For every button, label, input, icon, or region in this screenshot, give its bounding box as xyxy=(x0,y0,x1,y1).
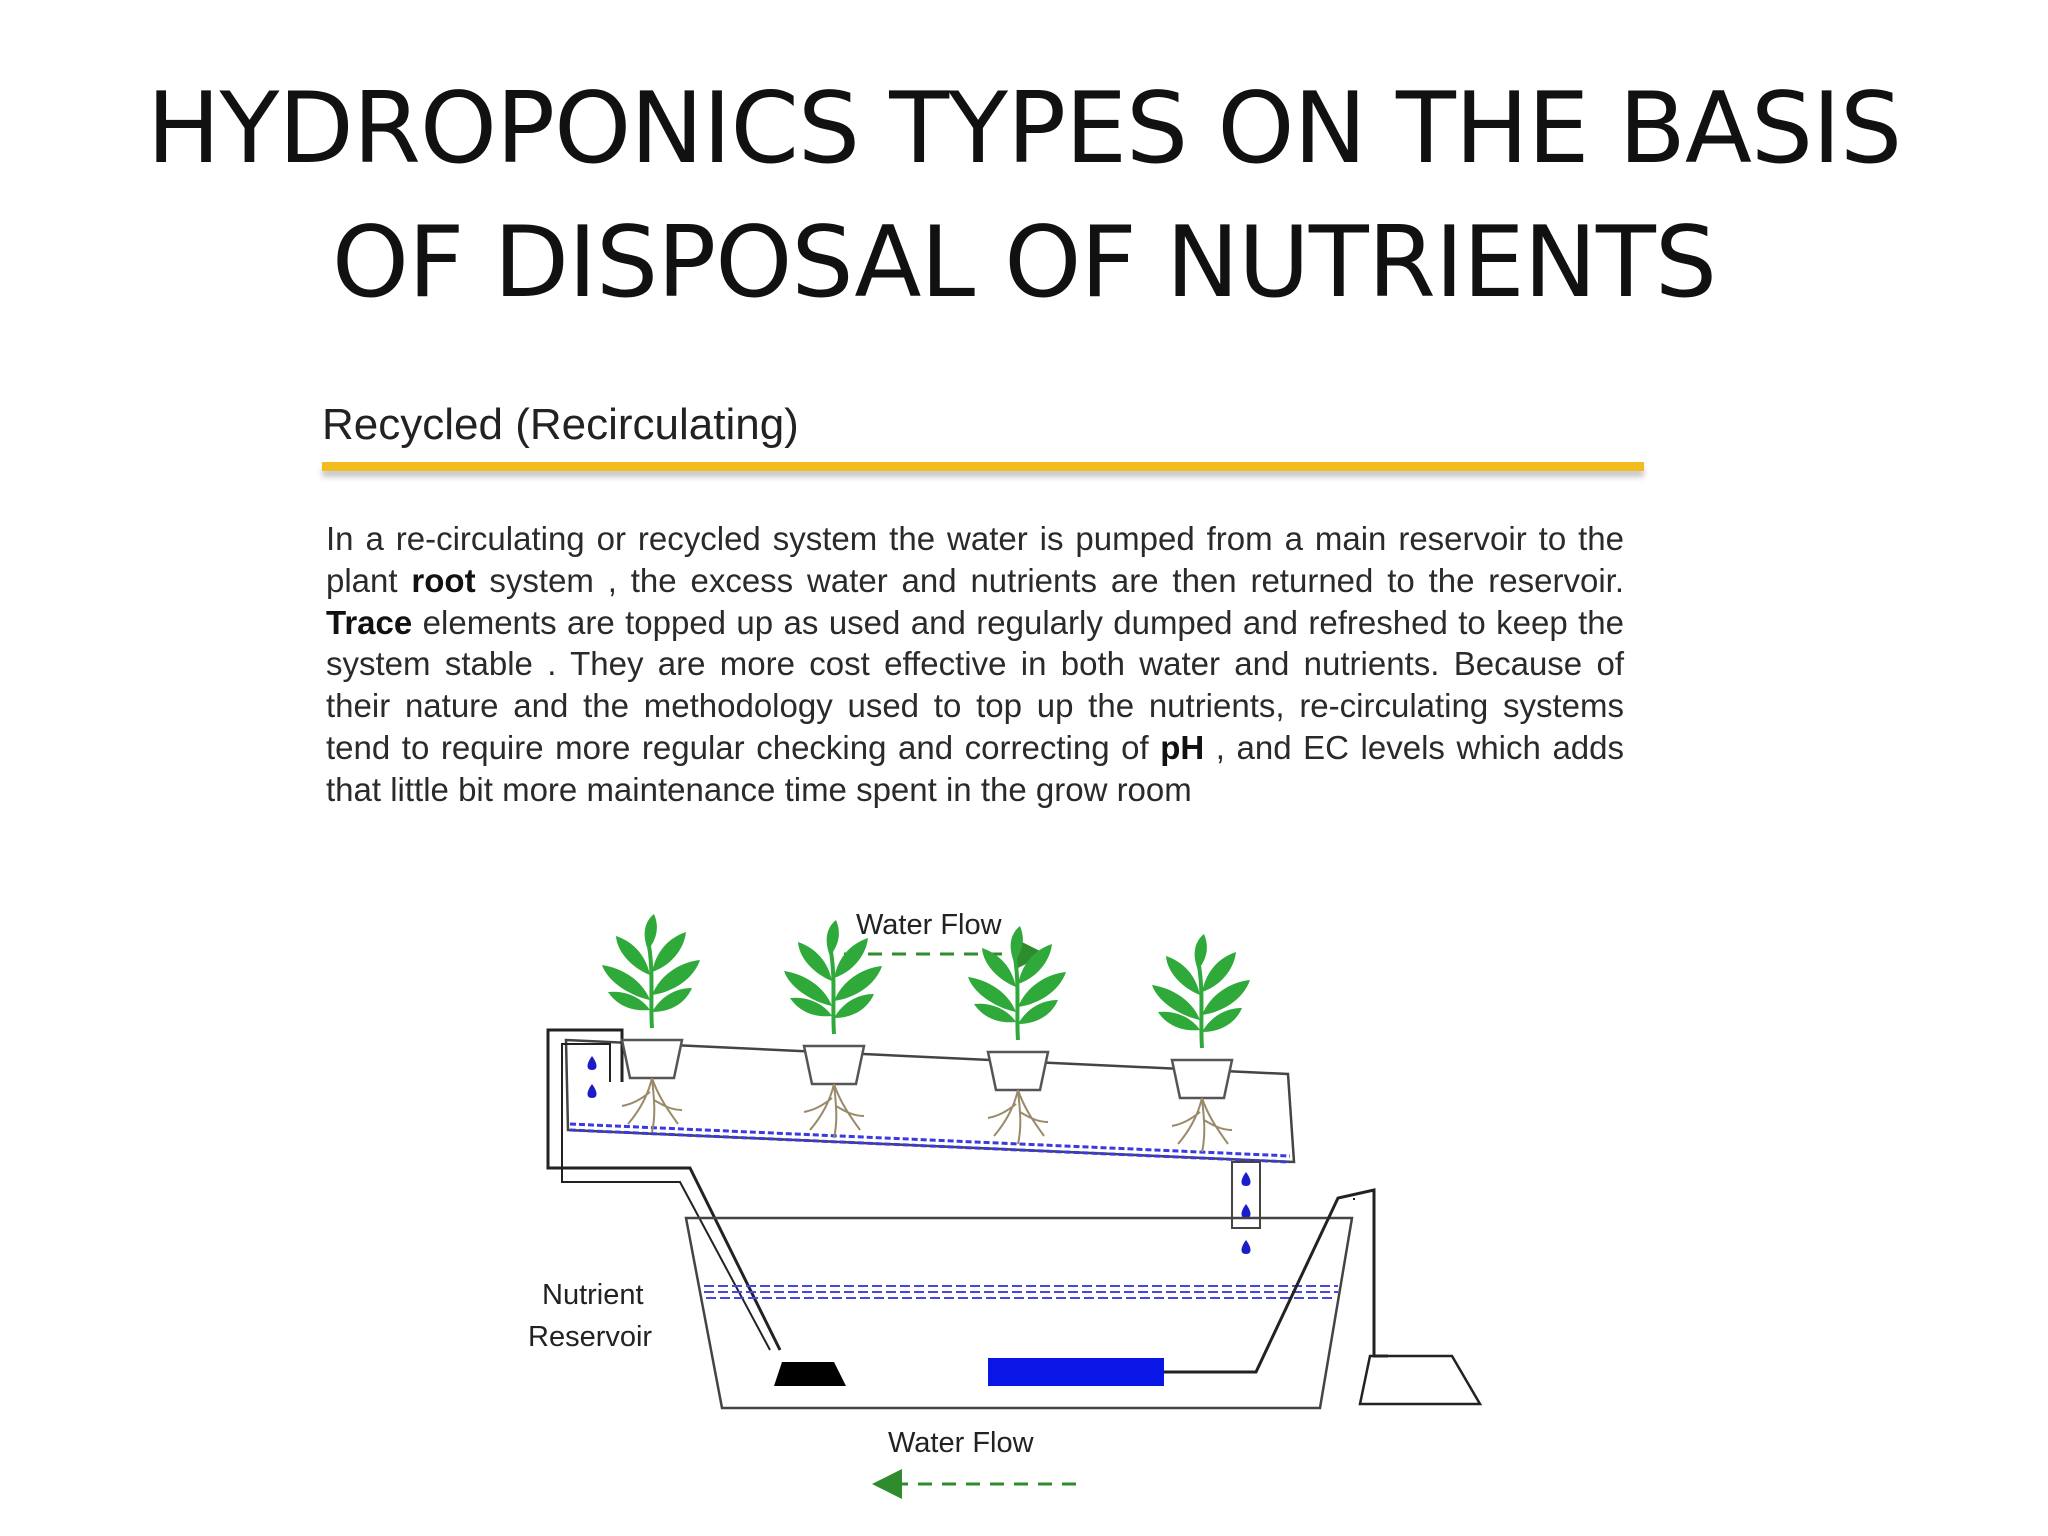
slide-title-line-2: OF DISPOSAL OF NUTRIENTS xyxy=(331,206,1717,320)
reservoir-water xyxy=(704,1286,1338,1298)
drain-drops xyxy=(1242,1172,1251,1254)
drip-drops-top xyxy=(588,1056,597,1098)
channel-water xyxy=(570,1124,1290,1162)
water-flow-label-bottom: Water Flow xyxy=(888,1427,1034,1459)
plant-2 xyxy=(784,920,882,1138)
plant-3 xyxy=(968,926,1066,1144)
paragraph-text-4: , and EC levels which adds that little bit more maintenance time spent in the grow room xyxy=(326,728,1624,808)
slide-title-line-1: HYDROPONICS TYPES ON THE BASIS xyxy=(146,72,1902,186)
overflow-container xyxy=(1360,1356,1480,1404)
paragraph-bold-trace: Trace xyxy=(326,603,413,641)
plant-1 xyxy=(602,914,700,1132)
intake-filter xyxy=(774,1362,846,1386)
paragraph-text-1: In a re-circulating or recycled system the water is pumped from a main reservoir to the plant xyxy=(326,520,1624,599)
paragraph-text-3: elements are topped up as used and regularly dumped and refreshed to keep the system stable . They are more cost effective in both water and nutrients. Because of their nature and the methodology used to top up the nutrients, re-circulating systems tend to require more regular checking and correcting of xyxy=(326,603,1624,766)
paragraph-bold-ph: pH xyxy=(1160,728,1205,766)
water-flow-label-top: Water Flow xyxy=(856,909,1002,941)
paragraph-bold-root: root xyxy=(411,561,476,599)
reservoir-label-line-1: Nutrient xyxy=(542,1279,644,1311)
reservoir-label-line-2: Reservoir xyxy=(528,1321,653,1353)
plant-4 xyxy=(1152,934,1250,1152)
section-heading: Recycled (Recirculating) xyxy=(322,400,799,449)
paragraph-text-2: system , the excess water and nutrients are then returned to the reservoir. xyxy=(475,561,1624,599)
return-pump xyxy=(988,1358,1164,1386)
